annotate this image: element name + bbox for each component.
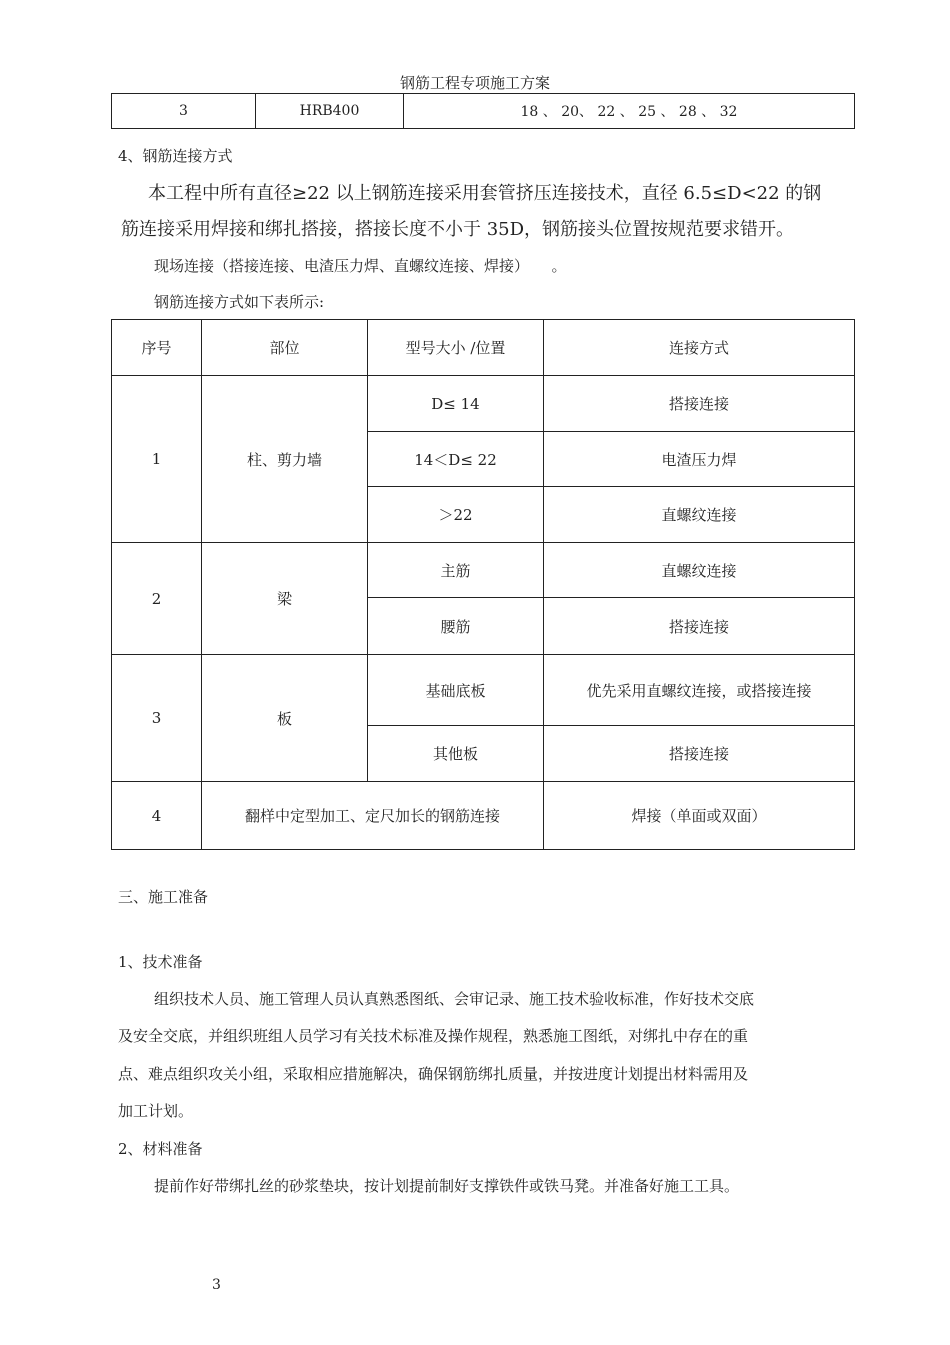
tech-prep-title: 1、技术准备 — [118, 953, 203, 971]
page-number: 3 — [212, 1277, 221, 1293]
table-row — [112, 782, 855, 850]
site-connection-line: 现场连接（搭接连接、电渣压力焊、直螺纹连接、焊接） 。 — [154, 257, 567, 275]
rebar-grade-table — [111, 93, 855, 129]
table-row — [112, 94, 855, 129]
grade-cell: HRB400 — [256, 94, 404, 129]
page-header: 钢筋工程专项施工方案 — [399, 74, 550, 92]
header-cell: 型号大小 /位置 — [368, 320, 544, 376]
diameters-cell: 18 、 20、 22 、 25 、 28 、 32 — [404, 94, 855, 129]
row-number-cell: 4 — [112, 782, 202, 850]
method-cell: 搭接连接 — [544, 376, 855, 432]
size-cell: 腰筋 — [368, 598, 544, 655]
section-4-title: 4、钢筋连接方式 — [118, 147, 233, 165]
method-cell: 搭接连接 — [544, 598, 855, 655]
method-cell: 优先采用直螺纹连接，或搭接连接 — [544, 655, 855, 726]
paragraph-line: 筋连接采用焊接和绑扎搭接，搭接长度不小于 35D，钢筋接头位置按规范要求错开。 — [121, 219, 795, 240]
method-cell: 直螺纹连接 — [544, 487, 855, 543]
table-row — [112, 376, 855, 432]
paragraph-line: 点、难点组织攻关小组，采取相应措施解决，确保钢筋绑扎质量，并按进度计划提出材料需用及 — [118, 1065, 749, 1083]
method-cell: 电渣压力焊 — [544, 432, 855, 487]
material-prep-title: 2、材料准备 — [118, 1140, 203, 1158]
row-number-cell: 3 — [112, 655, 202, 782]
size-cell: 主筋 — [368, 543, 544, 598]
section-3-title: 三、施工准备 — [118, 888, 209, 906]
row-number-cell: 1 — [112, 376, 202, 543]
header-cell: 序号 — [112, 320, 202, 376]
part-cell: 梁 — [202, 543, 368, 655]
connection-method-table — [111, 319, 855, 850]
size-cell: D≤ 14 — [368, 376, 544, 432]
row-number-cell: 2 — [112, 543, 202, 655]
table-row — [112, 543, 855, 598]
size-cell: 14＜D≤ 22 — [368, 432, 544, 487]
method-cell: 直螺纹连接 — [544, 543, 855, 598]
table-header-row — [112, 320, 855, 376]
paragraph-line: 提前作好带绑扎丝的砂浆垫块，按计划提前制好支撑铁件或铁马凳。并准备好施工工具。 — [154, 1177, 740, 1195]
table-intro: 钢筋连接方式如下表所示: — [154, 293, 325, 311]
part-cell: 翻样中定型加工、定尺加长的钢筋连接 — [202, 782, 544, 850]
size-cell: 其他板 — [368, 726, 544, 782]
grade-no-cell: 3 — [112, 94, 256, 129]
paragraph-line: 及安全交底，并组织班组人员学习有关技术标准及操作规程，熟悉施工图纸，对绑扎中存在的重 — [118, 1027, 749, 1045]
part-cell: 柱、剪力墙 — [202, 376, 368, 543]
header-cell: 连接方式 — [544, 320, 855, 376]
paragraph-line: 本工程中所有直径≥22 以上钢筋连接采用套管挤压连接技术，直径 6.5≤D<22 的钢 — [148, 183, 822, 204]
table-row — [112, 655, 855, 726]
size-cell: ＞22 — [368, 487, 544, 543]
method-cell: 搭接连接 — [544, 726, 855, 782]
method-cell: 焊接（单面或双面） — [544, 782, 855, 850]
size-cell: 基础底板 — [368, 655, 544, 726]
paragraph-line: 组织技术人员、施工管理人员认真熟悉图纸、会审记录、施工技术验收标准，作好技术交底 — [154, 990, 755, 1008]
header-cell: 部位 — [202, 320, 368, 376]
part-cell: 板 — [202, 655, 368, 782]
paragraph-line: 加工计划。 — [118, 1102, 194, 1120]
